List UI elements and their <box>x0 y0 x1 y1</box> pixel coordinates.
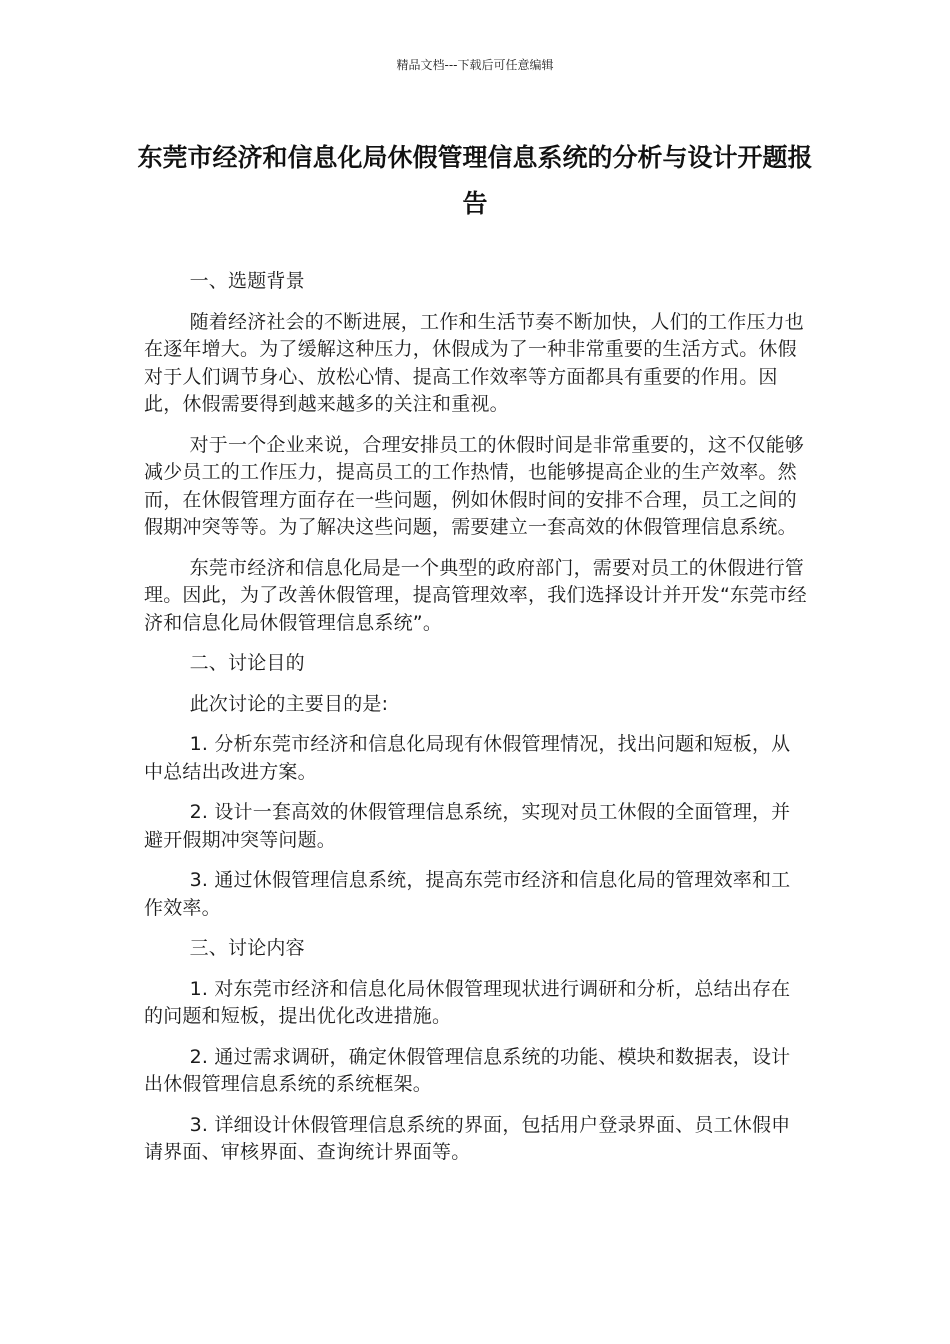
section-heading-content: 三、讨论内容 <box>189 937 305 959</box>
document-body <box>144 268 808 1180</box>
paragraph: 东莞市经济和信息化局是一个典型的政府部门，需要对员工的休假进行管理。因此，为了改善休假管理，提高管理效率，我们选择设计并开发“东莞市经济和信息化局休假管理信息系统”。 <box>144 556 807 634</box>
list-item: 1. 对东莞市经济和信息化局休假管理现状进行调研和分析，总结出存在的问题和短板，提出优化改进措施。 <box>144 977 791 1027</box>
section-heading-background: 一、选题背景 <box>189 270 305 292</box>
list-item: 1. 分析东莞市经济和信息化局现有休假管理情况，找出问题和短板，从中总结出改进方案。 <box>144 733 791 783</box>
list-item: 2. 通过需求调研，确定休假管理信息系统的功能、模块和数据表，设计出休假管理信息系统的系统框架。 <box>144 1045 791 1095</box>
paragraph: 随着经济社会的不断进展，工作和生活节奏不断加快，人们的工作压力也在逐年增大。为了缓解这种压力，休假成为了一种非常重要的生活方式。休假对于人们调节身心、放松心情、提高工作效率等方面都具有重要的作用。因此，休假需要得到越来越多的关注和重视。 <box>144 310 804 415</box>
paragraph: 此次讨论的主要目的是: <box>189 692 389 715</box>
section-heading-purpose: 二、讨论目的 <box>189 652 305 674</box>
list-item: 3. 通过休假管理信息系统，提高东莞市经济和信息化局的管理效率和工作效率。 <box>144 869 791 919</box>
document-title: 东莞市经济和信息化局休假管理信息系统的分析与设计开题报告 <box>137 143 813 218</box>
header-note: 精品文档---下载后可任意编辑 <box>396 58 554 72</box>
list-item: 3. 详细设计休假管理信息系统的界面，包括用户登录界面、员工休假申请界面、审核界面、查询统计界面等。 <box>144 1113 791 1163</box>
list-item: 2. 设计一套高效的休假管理信息系统，实现对员工休假的全面管理，并避开假期冲突等问题。 <box>144 801 791 851</box>
paragraph: 对于一个企业来说，合理安排员工的休假时间是非常重要的，这不仅能够减少员工的工作压力，提高员工的工作热情，也能够提高企业的生产效率。然而，在休假管理方面存在一些问题，例如休假时间的安排不合理，员工之间的假期冲突等等。为了解决这些问题，需要建立一套高效的休假管理信息系统。 <box>144 433 804 538</box>
